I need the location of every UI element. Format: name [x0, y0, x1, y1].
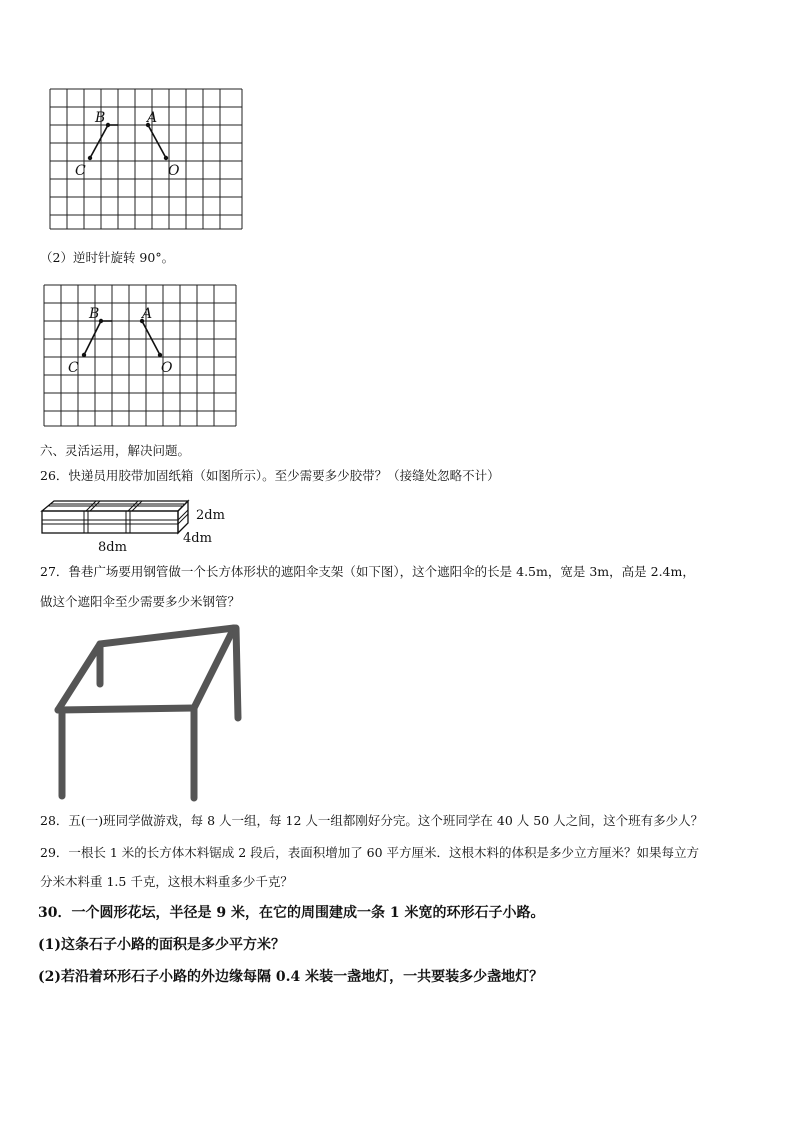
- dim-width: 4dm: [183, 531, 212, 546]
- question-30-line3: (2)若沿着环形石子小路的外边缘每隔 0.4 米装一盏地灯，一共要装多少盏地灯？: [38, 969, 544, 985]
- question-30-line1: 30．一个圆形花坛，半径是 9 米，在它的周围建成一条 1 米宽的环形石子小路。: [38, 905, 545, 921]
- point-C: [88, 156, 92, 160]
- question-30-line2: (1)这条石子小路的面积是多少平方米？: [38, 937, 285, 953]
- question-29-line2: 分米木料重 1.5 千克，这根木料重多少千克？: [40, 874, 293, 889]
- grid-lines: [44, 285, 236, 426]
- tape-bands: [42, 501, 188, 533]
- point-O: [164, 156, 168, 160]
- dim-length: 8dm: [98, 540, 127, 555]
- label-C: C: [68, 360, 79, 376]
- question-27-line2: 做这个遮阳伞至少需要多少米钢管？: [40, 594, 241, 609]
- label-O: O: [161, 360, 173, 376]
- question-28-text: 28．五(一)班同学做游戏，每 8 人一组，每 12 人一组都刚好分完。这个班同学在 40 人 50 人之间，这个班有多少人？: [40, 813, 704, 828]
- question-2-caption: （2）逆时针旋转 90°。: [40, 250, 175, 265]
- question-27-line1: 27．鲁巷广场要用钢管做一个长方体形状的遮阳伞支架（如下图），这个遮阳伞的长是 4.5m，宽是 3m，高是 2.4m，: [40, 564, 695, 579]
- point-B: [106, 123, 110, 127]
- point-C: [82, 353, 86, 357]
- point-B: [99, 319, 103, 323]
- label-B: B: [95, 110, 106, 126]
- taped-box-figure: [36, 497, 236, 557]
- grid-lines: [50, 89, 242, 229]
- label-A: A: [147, 110, 158, 126]
- dim-height: 2dm: [196, 508, 225, 523]
- grid-figure-1: [48, 88, 248, 233]
- parasol-frame-figure: [44, 618, 250, 802]
- question-26-text: 26．快递员用胶带加固纸箱（如图所示）。至少需要多少胶带？（接缝处忽略不计）: [40, 468, 500, 483]
- label-A: A: [142, 306, 153, 322]
- point-O: [158, 353, 162, 357]
- grid-figure-2: [42, 284, 242, 430]
- label-B: B: [89, 306, 100, 322]
- section-heading: 六、灵活运用，解决问题。: [40, 443, 191, 458]
- label-O: O: [168, 163, 180, 179]
- label-C: C: [75, 163, 86, 179]
- question-29-line1: 29．一根长 1 米的长方体木料锯成 2 段后，表面积增加了 60 平方厘米．这根木料的体积是多少立方厘米？如果每立方: [40, 845, 700, 860]
